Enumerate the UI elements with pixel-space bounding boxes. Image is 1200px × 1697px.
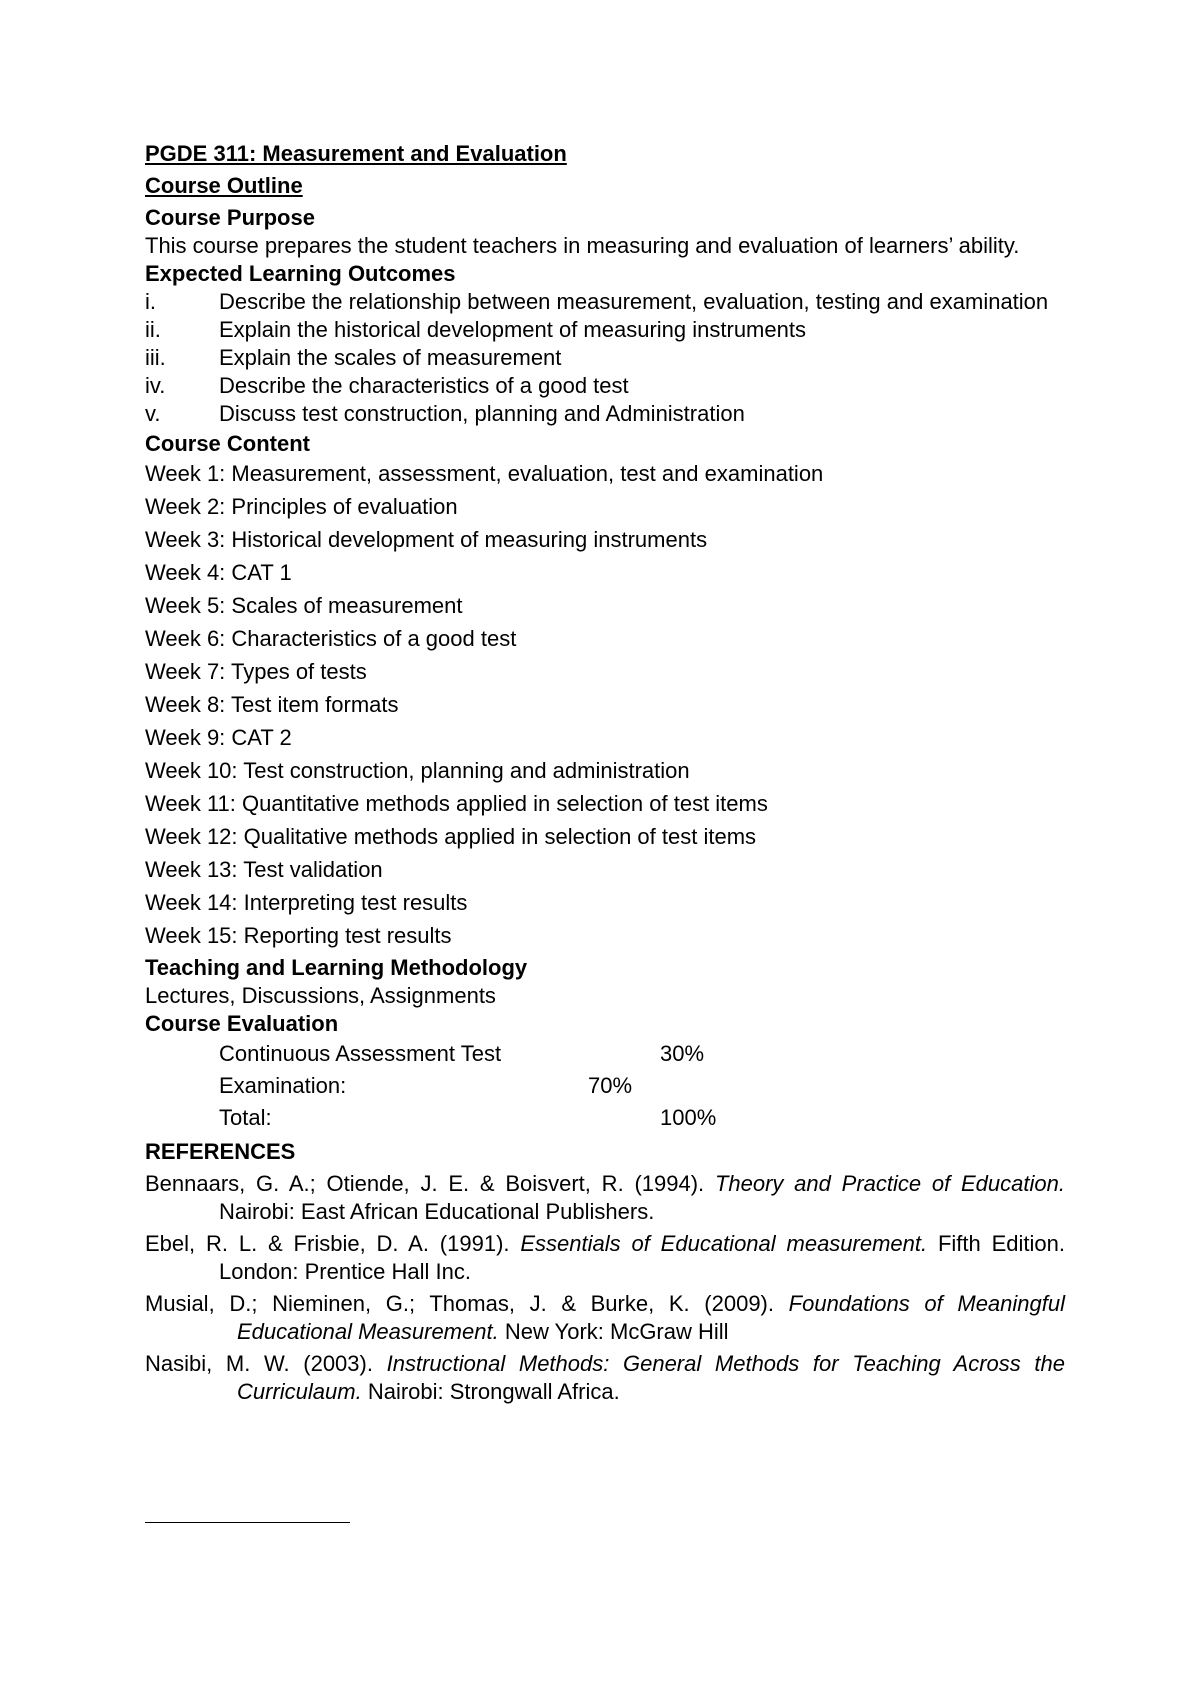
evaluation-value: 70% [588,1073,633,1098]
outcomes-heading: Expected Learning Outcomes [145,261,456,286]
list-text: Explain the scales of measurement [219,345,562,370]
week-item: Week 12: Qualitative methods applied in selection of test items [145,824,757,849]
evaluation-table [145,1038,1065,1134]
list-number: ii. [145,317,161,342]
document-subtitle: Course Outline [145,173,303,198]
week-item: Week 8: Test item formats [145,692,399,717]
reference-authors: Nasibi, M. W. (2003). [145,1351,373,1376]
week-item: Week 11: Quantitative methods applied in selection of test items [145,791,768,816]
week-item: Week 13: Test validation [145,857,383,882]
evaluation-value: 30% [660,1041,705,1066]
reference-item [145,1230,1065,1286]
reference-item [145,1290,1065,1346]
evaluation-label: Total: [219,1105,272,1130]
list-item [145,344,1065,372]
evaluation-value: 100% [660,1105,717,1130]
list-text: Describe the characteristics of a good test [219,373,629,398]
reference-authors: Musial, D.; Nieminen, G.; Thomas, J. & Burke, K. (2009). [145,1291,774,1316]
evaluation-heading: Course Evaluation [145,1011,339,1036]
list-number: iv. [145,373,166,398]
week-item: Week 9: CAT 2 [145,725,292,750]
reference-authors: Bennaars, G. A.; Otiende, J. E. & Boisvert, R. (1994). [145,1171,705,1196]
reference-publisher: Fifth Edition. London: Prentice Hall Inc. [219,1231,1065,1284]
week-item: Week 6: Characteristics of a good test [145,626,517,651]
reference-title: Essentials of Educational measurement. [520,1231,928,1256]
methodology-heading: Teaching and Learning Methodology [145,955,528,980]
list-number: iii. [145,345,166,370]
week-item: Week 1: Measurement, assessment, evaluation, test and examination [145,461,824,486]
week-item: Week 2: Principles of evaluation [145,494,458,519]
reference-title: Theory and Practice of Education. [714,1171,1065,1196]
outcomes-list [145,288,1065,428]
purpose-heading: Course Purpose [145,205,315,230]
reference-title: Foundations of Meaningful Educational Measurement. [237,1291,1065,1344]
methodology-text: Lectures, Discussions, Assignments [145,983,496,1008]
week-item: Week 3: Historical development of measuring instruments [145,527,708,552]
weeks-list [145,460,1065,950]
reference-title: Instructional Methods: General Methods for Teaching Across the Curriculaum. [237,1351,1065,1404]
list-item [145,316,1065,344]
list-item [145,372,1065,400]
list-item [145,400,1065,428]
evaluation-row [145,1102,1065,1134]
purpose-text: This course prepares the student teachers in measuring and evaluation of learners’ ability. [145,233,1020,258]
week-item: Week 10: Test construction, planning and administration [145,758,690,783]
footnote-separator [145,1522,350,1523]
reference-publisher: Nairobi: Strongwall Africa. [367,1379,620,1404]
evaluation-row [145,1070,1065,1102]
list-text: Explain the historical development of measuring instruments [219,317,806,342]
document-page [145,140,1065,1406]
references-heading: REFERENCES [145,1139,296,1164]
list-text: Describe the relationship between measurement, evaluation, testing and examination [219,289,1049,314]
reference-item [145,1350,1065,1406]
content-heading: Course Content [145,431,310,456]
list-number: v. [145,401,161,426]
evaluation-row [145,1038,1065,1070]
week-item: Week 4: CAT 1 [145,560,292,585]
references-list [145,1170,1065,1406]
reference-publisher: Nairobi: East African Educational Publishers. [219,1199,655,1224]
evaluation-label: Examination: [219,1073,347,1098]
reference-authors: Ebel, R. L. & Frisbie, D. A. (1991). [145,1231,510,1256]
evaluation-label: Continuous Assessment Test [219,1041,502,1066]
reference-item [145,1170,1065,1226]
week-item: Week 5: Scales of measurement [145,593,463,618]
list-number: i. [145,289,156,314]
week-item: Week 15: Reporting test results [145,923,452,948]
reference-publisher: New York: McGraw Hill [504,1319,729,1344]
list-text: Discuss test construction, planning and Administration [219,401,745,426]
week-item: Week 7: Types of tests [145,659,367,684]
week-item: Week 14: Interpreting test results [145,890,468,915]
list-item [145,288,1065,316]
document-title: PGDE 311: Measurement and Evaluation [145,141,567,166]
